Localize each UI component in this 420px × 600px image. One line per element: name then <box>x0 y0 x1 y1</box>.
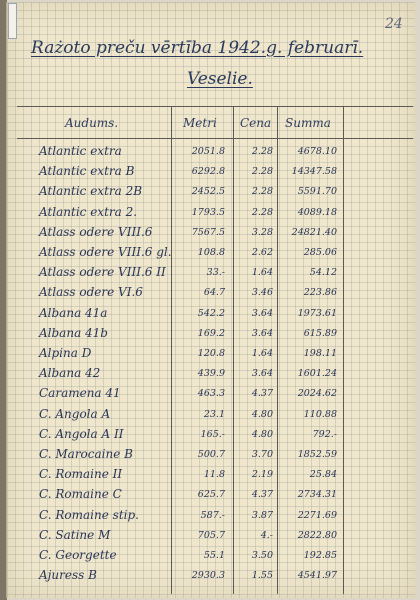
row-cena: 3.70 <box>251 449 273 460</box>
row-name: C. Angola A <box>39 406 111 421</box>
row-cena: 3.64 <box>251 307 273 319</box>
row-name: C. Romaine II <box>39 467 123 482</box>
column-header-name: Audums. <box>65 116 119 130</box>
table-row <box>7 205 415 225</box>
row-summa: 615.89 <box>303 327 337 339</box>
row-cena: 1.64 <box>251 267 273 279</box>
table-row <box>7 225 415 245</box>
row-metri: 169.2 <box>197 327 225 339</box>
row-metri: 2930.3 <box>191 570 225 582</box>
row-cena: 4.80 <box>251 408 273 420</box>
row-summa: 14347.58 <box>291 166 337 178</box>
row-metri: 625.7 <box>197 489 225 501</box>
row-name: Atlass odere VIII.6 II <box>39 265 166 280</box>
row-summa: 24821.40 <box>291 226 337 238</box>
row-summa: 54.12 <box>309 267 337 279</box>
row-summa: 1852.59 <box>297 449 337 460</box>
row-metri: 587.- <box>200 509 225 521</box>
row-name: Atlantic extra <box>39 144 122 158</box>
table-row <box>7 487 415 507</box>
row-name: Albana 41a <box>39 305 108 320</box>
table-row <box>7 144 415 164</box>
table-row <box>7 568 415 588</box>
row-metri: 165.- <box>200 428 225 440</box>
row-metri: 1793.5 <box>191 206 225 218</box>
table-row <box>7 467 415 487</box>
row-cena: 4.80 <box>251 428 273 440</box>
row-metri: 6292.8 <box>191 166 225 178</box>
row-cena: 4.- <box>260 529 273 541</box>
row-cena: 3.64 <box>251 368 273 380</box>
row-metri: 55.1 <box>203 550 225 561</box>
row-metri: 705.7 <box>197 529 225 541</box>
table-row <box>7 366 415 386</box>
table-row <box>7 407 415 427</box>
row-summa: 2024.62 <box>297 388 337 400</box>
row-summa: 192.85 <box>303 550 337 561</box>
row-name: Atlass odere VIII.6 gl. <box>39 245 172 259</box>
table-top-rule <box>17 106 413 107</box>
header-bottom-rule <box>17 138 413 139</box>
row-summa: 792.- <box>312 428 337 440</box>
row-metri: 2452.5 <box>191 186 225 198</box>
row-summa: 198.11 <box>303 348 337 359</box>
row-cena: 1.55 <box>251 570 273 582</box>
row-summa: 4541.97 <box>297 570 337 582</box>
archive-tag <box>8 3 17 39</box>
row-name: C. Satine M <box>39 527 111 542</box>
row-name: Atlantic extra 2. <box>39 204 138 219</box>
row-cena: 2.62 <box>251 247 273 258</box>
table-row <box>7 508 415 528</box>
row-summa: 4089.18 <box>297 206 337 218</box>
row-name: Atlass odere VI.6 <box>39 285 143 300</box>
row-name: Albana 42 <box>39 366 101 381</box>
row-metri: 11.8 <box>203 469 225 481</box>
row-summa: 2271.69 <box>297 509 337 521</box>
table-row <box>7 346 415 366</box>
row-name: Ajuress B <box>39 568 97 583</box>
row-cena: 3.50 <box>251 550 273 561</box>
row-name: C. Romaine stip. <box>39 507 139 522</box>
row-metri: 108.8 <box>197 247 225 258</box>
table-row <box>7 306 415 326</box>
table-row <box>7 548 415 568</box>
row-cena: 2.19 <box>251 469 273 481</box>
row-summa: 110.88 <box>303 408 337 420</box>
row-name: C. Romaine C <box>39 487 122 502</box>
row-summa: 223.86 <box>303 287 337 299</box>
row-metri: 64.7 <box>203 287 225 299</box>
row-metri: 542.2 <box>197 307 225 319</box>
ledger-page <box>6 2 415 598</box>
row-cena: 2.28 <box>251 146 273 157</box>
row-cena: 4.37 <box>251 489 273 501</box>
row-metri: 23.1 <box>203 408 225 420</box>
row-summa: 1973.61 <box>297 307 337 319</box>
row-metri: 120.8 <box>197 348 225 359</box>
row-name: C. Angola A II <box>39 426 124 441</box>
table-row <box>7 427 415 447</box>
row-name: Atlantic extra B <box>39 164 135 179</box>
row-summa: 285.06 <box>303 247 337 258</box>
row-cena: 3.87 <box>251 509 273 521</box>
table-row <box>7 245 415 265</box>
row-cena: 4.37 <box>251 388 273 400</box>
row-name: C. Marocaine B <box>39 447 133 461</box>
page-title: Rażoto preču vērtība 1942.g. februarī. <box>31 38 364 58</box>
row-metri: 463.3 <box>197 388 225 400</box>
row-metri: 439.9 <box>197 368 225 380</box>
column-header-cena: Cena <box>240 116 272 130</box>
column-header-metri: Metri <box>183 116 217 130</box>
row-name: Albana 41b <box>39 325 108 340</box>
row-name: Caramena 41 <box>39 386 121 401</box>
page-subtitle: Veselie. <box>187 69 253 89</box>
row-summa: 2822.80 <box>297 529 337 541</box>
row-name: Atlantic extra 2B <box>39 184 143 199</box>
table-row <box>7 528 415 548</box>
page-number: 24 <box>385 16 403 32</box>
row-metri: 7567.5 <box>191 226 225 238</box>
row-cena: 1.64 <box>251 348 273 359</box>
row-metri: 500.7 <box>197 449 225 460</box>
row-cena: 2.28 <box>251 186 273 198</box>
table-row <box>7 265 415 285</box>
row-cena: 3.64 <box>251 327 273 339</box>
row-name: C. Georgette <box>39 548 117 562</box>
row-metri: 33.- <box>206 267 225 279</box>
row-cena: 3.46 <box>251 287 273 299</box>
table-row <box>7 164 415 184</box>
row-metri: 2051.8 <box>191 146 225 157</box>
row-summa: 1601.24 <box>297 368 337 380</box>
row-name: Alpina D <box>39 346 92 360</box>
row-name: Atlass odere VIII.6 <box>39 224 153 239</box>
row-summa: 2734.31 <box>297 489 337 501</box>
row-summa: 5591.70 <box>297 186 337 198</box>
row-cena: 2.28 <box>251 206 273 218</box>
table-row <box>7 184 415 204</box>
row-cena: 3.28 <box>251 226 273 238</box>
table-row <box>7 447 415 467</box>
row-cena: 2.28 <box>251 166 273 178</box>
row-summa: 4678.10 <box>297 146 337 157</box>
table-row <box>7 386 415 406</box>
row-summa: 25.84 <box>309 469 337 481</box>
table-row <box>7 326 415 346</box>
column-header-summa: Summa <box>285 116 331 130</box>
table-row <box>7 285 415 305</box>
